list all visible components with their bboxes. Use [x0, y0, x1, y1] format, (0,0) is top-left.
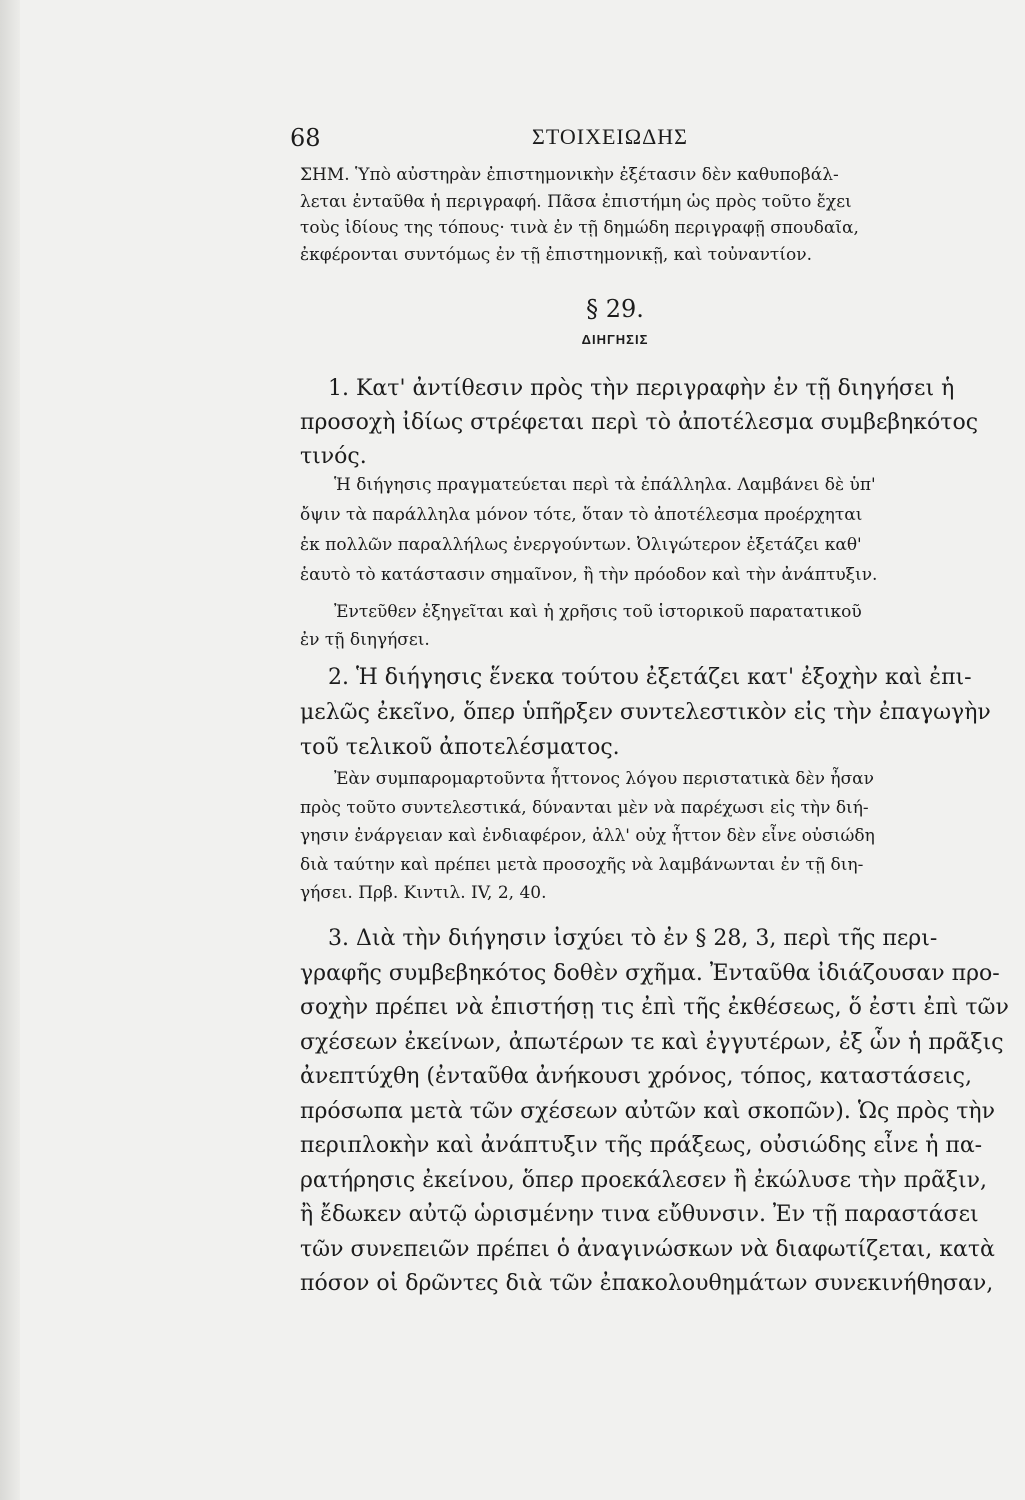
paragraph-line: σοχὴν πρέπει νὰ ἐπιστήσῃ τις ἐπὶ τῆς ἐκθέσεως, ὅ ἐστι ἐπὶ τῶν [300, 995, 1009, 1020]
paragraph-line: γήσει. Πρβ. Κιντιλ. IV, 2, 40. [300, 883, 547, 903]
paragraph-line: Ἡ διήγησις πραγματεύεται περὶ τὰ ἐπάλληλα. Λαμβάνει δὲ ὑπ' [334, 475, 876, 495]
paragraph-line: διὰ ταύτην καὶ πρέπει μετὰ προσοχῆς νὰ λαμβάνωνται ἐν τῇ διη- [300, 854, 864, 875]
note-line: ΣΗΜ. Ὑπὸ αὐστηρὰν ἐπιστημονικὴν ἐξέτασιν δὲν καθυποβάλ- [300, 165, 839, 185]
paragraph-line: προσοχὴ ἰδίως στρέφεται περὶ τὸ ἀποτέλεσμα συμβεβηκότος [300, 410, 979, 435]
paragraph-line: πρόσωπα μετὰ τῶν σχέσεων αὐτῶν καὶ σκοπῶν). Ὡς πρὸς τὴν [300, 1098, 995, 1124]
note-line: τοὺς ἰδίους της τόπους· τινὰ ἐν τῇ δημώδη περιγραφῇ σπουδαῖα, [300, 218, 859, 238]
note-line: λεται ἐνταῦθα ἡ περιγραφή. Πᾶσα ἐπιστήμη ὡς πρὸς τοῦτο ἔχει [300, 191, 852, 212]
paragraph-line: σχέσεων ἐκείνων, ἀπωτέρων τε καὶ ἐγγυτέρων, ἐξ ὧν ἡ πρᾶξις [300, 1029, 1004, 1055]
paragraph-line: πρὸς τοῦτο συντελεστικά, δύνανται μὲν νὰ παρέχωσι εἰς τὴν διή- [300, 797, 869, 818]
section-title: ΔΙΗΓΗΣΙΣ [581, 332, 649, 347]
paragraph-line: Ἐὰν συμπαρομαρτοῦντα ἧττονος λόγου περιστατικὰ δὲν ἦσαν [334, 769, 874, 789]
page-number: 68 [290, 124, 321, 152]
page-header [290, 124, 930, 158]
paragraph-3 [300, 922, 1009, 1302]
paragraph-line: περιπλοκὴν καὶ ἀνάπτυξιν τῆς πράξεως, οὐσιώδης εἶνε ἡ πα- [300, 1133, 983, 1158]
section-number: § 29. [586, 295, 644, 323]
paragraph-2 [300, 660, 991, 765]
paragraph-1-remark [300, 598, 930, 654]
paragraph-line: 2. Ἡ διήγησις ἕνεκα τούτου ἐξετάζει κατ' ἐξοχὴν καὶ ἐπι- [328, 665, 972, 690]
paragraph-line: ἢ ἔδωκεν αὐτῷ ὡρισμένην τινα εὔθυνσιν. Ἐν τῇ παραστάσει [300, 1202, 979, 1227]
paragraph-line: πόσον οἱ δρῶντες διὰ τῶν ἐπακολουθημάτων συνεκινήθησαν, [300, 1271, 994, 1296]
paragraph-line: ἐν τῇ διηγήσει. [300, 630, 430, 650]
paragraph-line: 1. Κατ' ἀντίθεσιν πρὸς τὴν περιγραφὴν ἐν τῇ διηγήσει ἡ [328, 376, 955, 401]
note-paragraph [300, 162, 930, 268]
scan-edge [0, 0, 20, 1500]
paragraph-line: γραφῆς συμβεβηκότος δοθὲν σχῆμα. Ἐνταῦθα ἰδιάζουσαν προ- [300, 960, 1000, 986]
running-title: ΣΤΟΙΧΕΙΩΔΗΣ [532, 124, 688, 149]
paragraph-1-detail [300, 470, 930, 590]
paragraph-line: τινός. [300, 444, 367, 469]
paragraph-1 [300, 372, 979, 474]
note-line: ἐκφέρονται συντόμως ἐν τῇ ἐπιστημονικῇ, καὶ τοὐναντίον. [300, 244, 812, 265]
paragraph-line: τῶν συνεπειῶν πρέπει ὁ ἀναγινώσκων νὰ διαφωτίζεται, κατὰ [300, 1236, 995, 1262]
paragraph-line: ἀνεπτύχθη (ἐνταῦθα ἀνήκουσι χρόνος, τόπος, καταστάσεις, [300, 1064, 972, 1089]
paragraph-line: γησιν ἐνάργειαν καὶ ἐνδιαφέρον, ἀλλ' οὐχ ἧττον δὲν εἶνε οὐσιώδη [300, 826, 875, 846]
paragraph-line: Ἐντεῦθεν ἐξηγεῖται καὶ ἡ χρῆσις τοῦ ἱστορικοῦ παρατατικοῦ [334, 602, 862, 622]
paragraph-line: τοῦ τελικοῦ ἀποτελέσματος. [300, 735, 620, 760]
paragraph-line: 3. Διὰ τὴν διήγησιν ἰσχύει τὸ ἐν § 28, 3, περὶ τῆς περι- [328, 926, 938, 951]
paragraph-line: ρατήρησις ἐκείνου, ὅπερ προεκάλεσεν ἢ ἐκώλυσε τὴν πρᾶξιν, [300, 1167, 988, 1193]
paragraph-2-detail [300, 765, 930, 908]
paragraph-line: ὄψιν τὰ παράλληλα μόνον τότε, ὅταν τὸ ἀποτέλεσμα προέρχηται [300, 505, 863, 525]
paragraph-line: μελῶς ἐκεῖνο, ὅπερ ὑπῆρξεν συντελεστικὸν εἰς τὴν ἐπαγωγὴν [300, 700, 991, 725]
paragraph-line: ἐκ πολλῶν παραλλήλως ἐνεργούντων. Ὀλιγώτερον ἐξετάζει καθ' [300, 535, 862, 555]
paragraph-line: ἑαυτὸ τὸ κατάστασιν σημαῖνον, ἢ τὴν πρόοδον καὶ τὴν ἀνάπτυξιν. [300, 565, 878, 585]
